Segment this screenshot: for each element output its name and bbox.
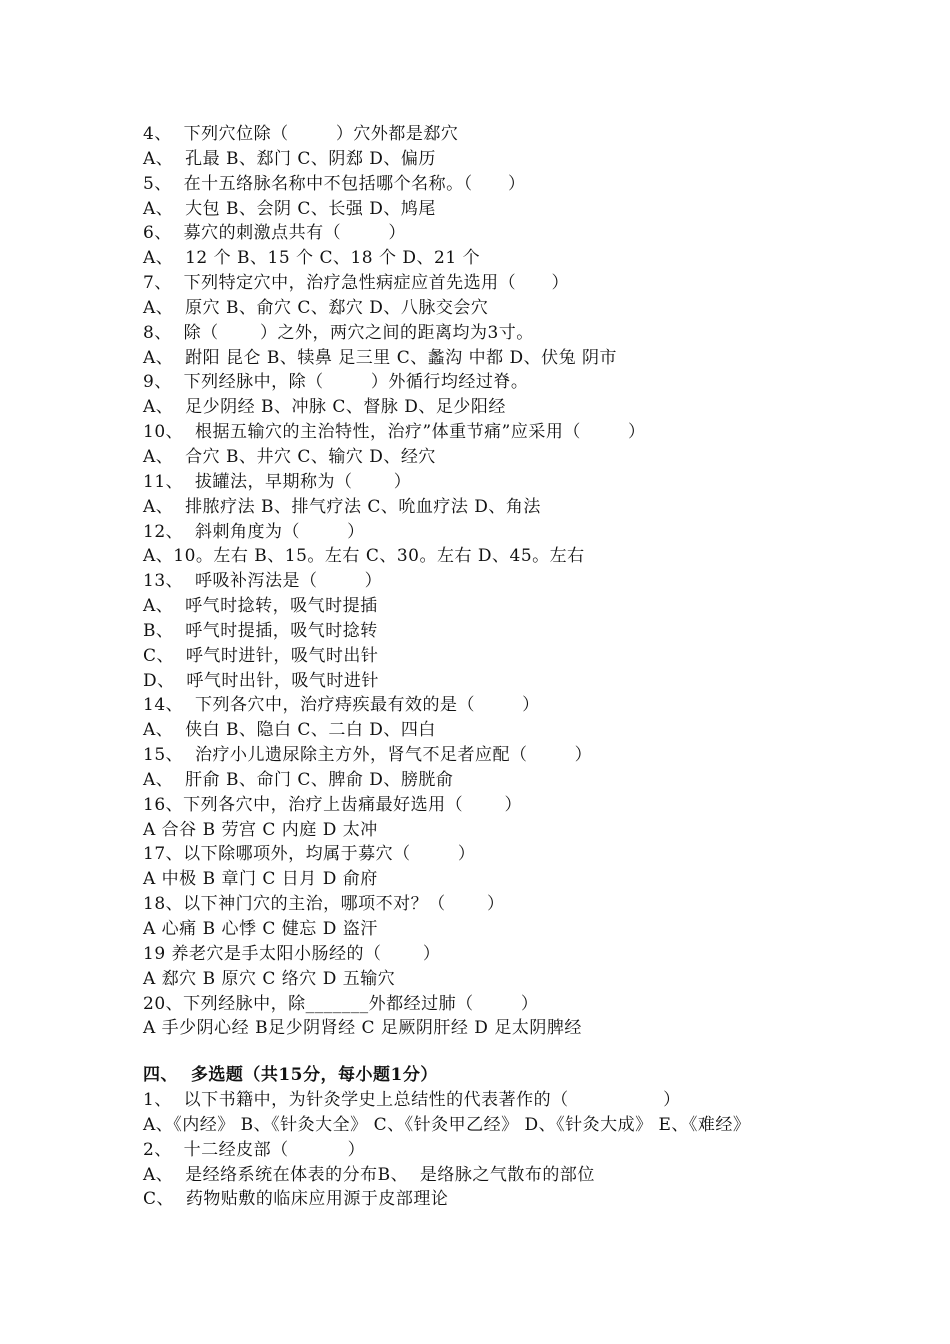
question-text: 18、以下神门穴的主治，哪项不对？（ ） — [143, 894, 505, 915]
answer-options: A 郄穴 B 原穴 C 络穴 D 五输穴 — [143, 968, 396, 989]
answer-options: A、 原穴 B、俞穴 C、郄穴 D、八脉交会穴 — [143, 297, 489, 318]
answer-options: A、 肝俞 B、命门 C、脾俞 D、膀胱俞 — [143, 769, 454, 790]
question-text: 11、 拔罐法，早期称为（ ） — [143, 471, 412, 492]
question-text: 9、 下列经脉中，除（ ）外循行均经过脊。 — [143, 372, 529, 393]
question-text: 2、 十二经皮部（ ） — [143, 1139, 366, 1160]
question-text: 7、 下列特定穴中，治疗急性病症应首先选用（ ） — [143, 273, 570, 294]
answer-options: A、 12 个 B、15 个 C、18 个 D、21 个 — [143, 248, 481, 269]
question-text: 13、 呼吸补泻法是（ ） — [143, 571, 383, 592]
question-text: 1、 以下书籍中，为针灸学史上总结性的代表著作的（ ） — [143, 1090, 681, 1111]
answer-options: A、 呼气时捻转，吸气时提插 — [143, 596, 378, 617]
question-text: 19 养老穴是手太阳小肠经的（ ） — [143, 943, 441, 964]
answer-options: B、 呼气时提插，吸气时捻转 — [143, 620, 378, 641]
answer-options: C、 呼气时进针，吸气时出针 — [143, 645, 379, 666]
question-text: 12、 斜刺角度为（ ） — [143, 521, 365, 542]
answer-options: A、 排脓疗法 B、排气疗法 C、吮血疗法 D、角法 — [143, 496, 541, 517]
answer-options: A、 孔最 B、郄门 C、阴郄 D、偏历 — [143, 148, 436, 169]
answer-options: A、10。左右 B、15。左右 C、30。左右 D、45。左右 — [143, 546, 585, 567]
answer-options: A 手少阴心经 B足少阴肾经 C 足厥阴肝经 D 足太阴脾经 — [143, 1018, 582, 1039]
answer-options: A、 大包 B、会阴 C、长强 D、鸠尾 — [143, 198, 436, 219]
question-text: 4、 下列穴位除（ ）穴外都是郄穴 — [143, 124, 459, 144]
question-text: 17、以下除哪项外，均属于募穴（ ） — [143, 844, 476, 865]
section-gap — [143, 1041, 843, 1063]
question-text: 5、 在十五络脉名称中不包括哪个名称。（ ） — [143, 173, 526, 194]
answer-options: C、 药物贴敷的临床应用源于皮部理论 — [143, 1189, 449, 1210]
exam-page — [143, 122, 843, 1212]
answer-options: D、 呼气时出针，吸气时进针 — [143, 670, 379, 691]
question-text: 6、 募穴的刺激点共有（ ） — [143, 223, 406, 244]
answer-options: A、 是经络系统在体表的分布B、 是络脉之气散布的部位 — [143, 1164, 595, 1185]
answer-options: A、 侠白 B、隐白 C、二白 D、四白 — [143, 720, 436, 741]
single-choice-questions — [143, 122, 843, 1041]
answer-options: A、 跗阳 昆仑 B、犊鼻 足三里 C、蠡沟 中都 D、伏兔 阴市 — [143, 347, 618, 368]
question-text: 16、下列各穴中，治疗上齿痛最好选用（ ） — [143, 794, 522, 815]
answer-options: A、 合穴 B、井穴 C、输穴 D、经穴 — [143, 446, 436, 467]
question-text: 8、 除（ ）之外，两穴之间的距离均为3寸。 — [143, 322, 534, 343]
multi-choice-questions — [143, 1088, 843, 1212]
question-text: 20、下列经脉中，除_______外都经过肺（ ） — [143, 993, 539, 1014]
answer-options: A 合谷 B 劳宫 C 内庭 D 太冲 — [143, 819, 378, 840]
question-text: 15、 治疗小儿遗尿除主方外，肾气不足者应配（ ） — [143, 745, 593, 766]
answer-options: A、 足少阴经 B、冲脉 C、督脉 D、足少阳经 — [143, 397, 506, 418]
question-text: 14、 下列各穴中，治疗痔疾最有效的是（ ） — [143, 695, 540, 716]
section-heading: 四、 多选题（共15分，每小题1分） — [143, 1065, 438, 1086]
answer-options: A 心痛 B 心悸 C 健忘 D 盗汗 — [143, 919, 378, 939]
answer-options: A 中极 B 章门 C 日月 D 俞府 — [143, 869, 378, 890]
answer-options: A、《内经》 B、《针灸大全》 C、《针灸甲乙经》 D、《针灸大成》 E、《难经》 — [143, 1114, 751, 1135]
question-text: 10、 根据五输穴的主治特性，治疗”体重节痛”应采用（ ） — [143, 422, 646, 443]
